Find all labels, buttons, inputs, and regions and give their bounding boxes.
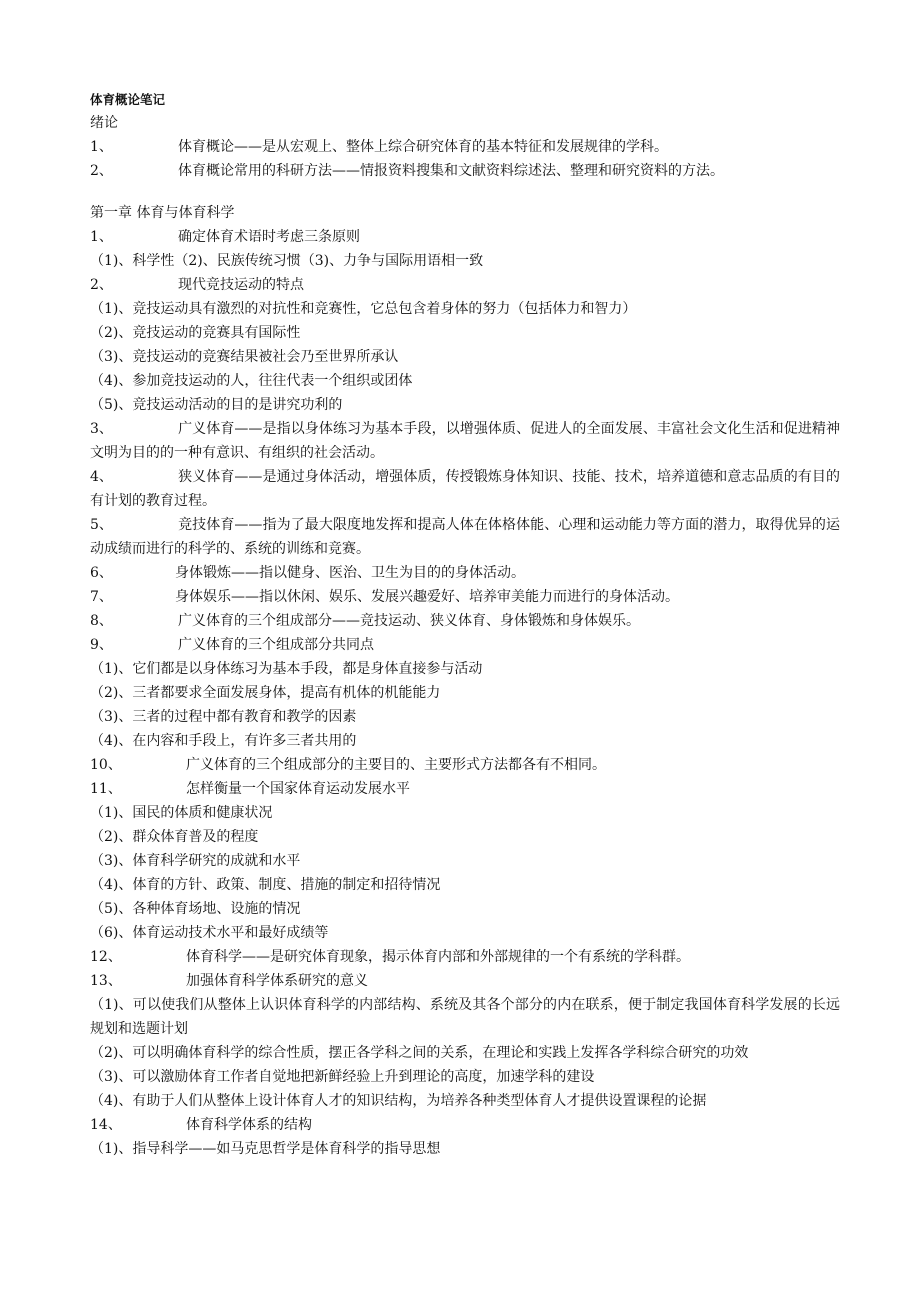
chapter-item-2 [90,273,840,297]
sub-item: （2)、群众体育普及的程度 [90,829,259,845]
item-number: 5、 [90,517,113,533]
item-text: 怎样衡量一个国家体育运动发展水平 [186,781,410,797]
sub-item: （4)、参加竞技运动的人，往往代表一个组织或团体 [90,373,413,389]
item-number: 4、 [90,469,113,485]
item-text: 广义体育的三个组成部分的主要目的、主要形式方法都各有不相同。 [186,757,606,773]
item-number: 2、 [90,163,113,179]
sub-item: （5)、各种体育场地、设施的情况 [90,901,301,917]
sub-item: （1)、可以使我们从整体上认识体育科学的内部结构、系统及其各个部分的内在联系，便于制定我国体育科学发展的长远规划和选题计划 [90,997,840,1037]
spacer [90,183,840,201]
chapter-item-6 [90,561,840,585]
item-number: 11、 [90,781,122,797]
sub-item: （4)、体育的方针、政策、制度、措施的制定和招待情况 [90,877,441,893]
item-text: 体育科学——是研究体育现象，揭示体育内部和外部规律的一个有系统的学科群。 [186,949,690,965]
intro-item-2 [90,159,840,183]
sub-item: （3)、竞技运动的竞赛结果被社会乃至世界所承认 [90,349,399,365]
chapter-item-13 [90,969,840,993]
item-number: 1、 [90,139,113,155]
item-text: 身体娱乐——指以休闲、娱乐、发展兴趣爱好、培养审美能力而进行的身体活动。 [175,589,679,605]
item-text: 体育科学体系的结构 [186,1117,312,1133]
sub-item: （1)、竞技运动具有激烈的对抗性和竞赛性，它总包含着身体的努力（包括体力和智力） [90,301,637,317]
item-number: 12、 [90,949,122,965]
sub-item: （1)、科学性（2)、民族传统习惯（3)、力争与国际用语相一致 [90,253,484,269]
sub-item: （5)、竞技运动活动的目的是讲究功利的 [90,397,343,413]
sub-item: （6)、体育运动技术水平和最好成绩等 [90,925,329,941]
sub-item: （1)、指导科学——如马克思哲学是体育科学的指导思想 [90,1141,441,1157]
chapter-item-10 [90,753,840,777]
document-title: 体育概论笔记 [90,92,166,107]
item-number: 10、 [90,757,122,773]
sub-item: （3)、可以激励体育工作者自觉地把新鲜经验上升到理论的高度，加速学科的建设 [90,1069,595,1085]
sub-item: （3)、三者的过程中都有教育和教学的因素 [90,709,357,725]
item-number: 1、 [90,229,113,245]
chapter-item-3 [90,417,840,465]
chapter-heading: 第一章 体育与体育科学 [90,205,235,221]
document-page [90,89,840,1161]
item-text: 身体锻炼——指以健身、医治、卫生为目的的身体活动。 [175,565,525,581]
item-text: 广义体育的三个组成部分——竞技运动、狭义体育、身体锻炼和身体娱乐。 [178,613,640,629]
intro-heading: 绪论 [90,115,118,131]
sub-item: （2)、竞技运动的竞赛具有国际性 [90,325,301,341]
item-text: 狭义体育——是通过身体活动，增强体质，传授锻炼身体知识、技能、技术，培养道德和意志品质的有目的有计划的教育过程。 [90,469,840,509]
intro-item-1 [90,135,840,159]
chapter-item-1 [90,225,840,249]
item-text: 确定体育术语时考虑三条原则 [178,229,360,245]
item-text: 现代竞技运动的特点 [178,277,304,293]
item-number: 14、 [90,1117,122,1133]
chapter-item-5 [90,513,840,561]
item-text: 竞技体育——指为了最大限度地发挥和提高人体在体格体能、心理和运动能力等方面的潜力，取得优异的运动成绩而进行的科学的、系统的训练和竞赛。 [90,517,840,557]
item-text: 体育概论——是从宏观上、整体上综合研究体育的基本特征和发展规律的学科。 [178,139,668,155]
chapter-item-14 [90,1113,840,1137]
item-number: 2、 [90,277,113,293]
sub-item: （4)、在内容和手段上，有许多三者共用的 [90,733,357,749]
sub-item: （3)、体育科学研究的成就和水平 [90,853,301,869]
sub-item: （1)、国民的体质和健康状况 [90,805,273,821]
item-number: 6、 [90,565,113,581]
item-number: 3、 [90,421,113,437]
item-number: 7、 [90,589,113,605]
sub-item: （1)、它们都是以身体练习为基本手段，都是身体直接参与活动 [90,661,483,677]
item-number: 8、 [90,613,113,629]
item-number: 9、 [90,637,113,653]
sub-item: （2)、三者都要求全面发展身体，提高有机体的机能能力 [90,685,441,701]
chapter-item-11 [90,777,840,801]
item-text: 广义体育——是指以身体练习为基本手段，以增强体质、促进人的全面发展、丰富社会文化生活和促进精神文明为目的的一种有意识、有组织的社会活动。 [90,421,840,461]
chapter-item-8 [90,609,840,633]
item-text: 广义体育的三个组成部分共同点 [178,637,374,653]
item-text: 加强体育科学体系研究的意义 [186,973,368,989]
sub-item: （4)、有助于人们从整体上设计体育人才的知识结构，为培养各种类型体育人才提供设置课程的论据 [90,1093,707,1109]
item-text: 体育概论常用的科研方法——情报资料搜集和文献资料综述法、整理和研究资料的方法。 [178,163,724,179]
sub-item: （2)、可以明确体育科学的综合性质，摆正各学科之间的关系，在理论和实践上发挥各学科综合研究的功效 [90,1045,749,1061]
chapter-item-9 [90,633,840,657]
chapter-item-7 [90,585,840,609]
item-number: 13、 [90,973,122,989]
chapter-item-12 [90,945,840,969]
chapter-item-4 [90,465,840,513]
